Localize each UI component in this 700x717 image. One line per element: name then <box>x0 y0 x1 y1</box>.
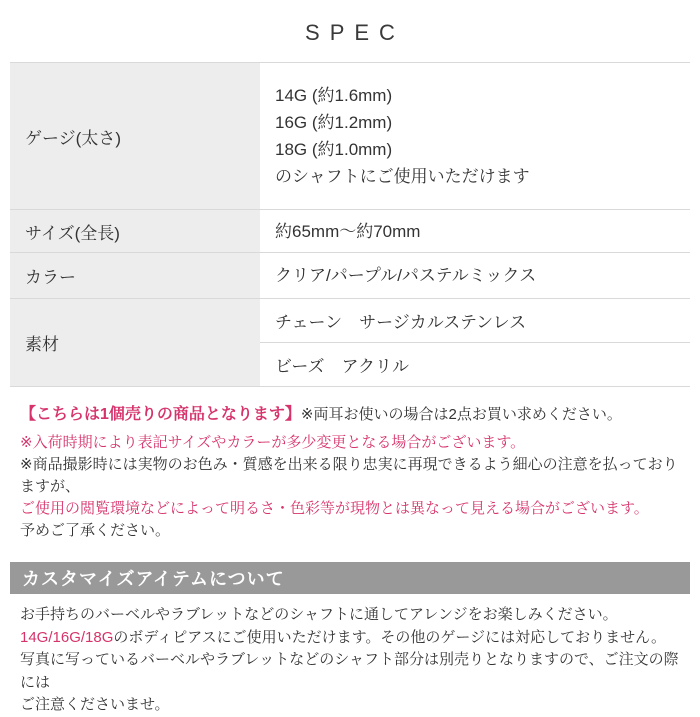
spec-table <box>10 62 690 387</box>
spec-row-color <box>10 253 690 299</box>
notice-single-item-emphasis: 【こちらは1個売りの商品となります】 <box>20 406 301 423</box>
gauge-line-14g: 14G (約1.6mm) <box>275 86 393 105</box>
customize-gauge-highlight: 14G/16G/18G <box>20 628 114 646</box>
notice-line-display-difference: ご使用の閲覧環境などによって明るさ・色彩等が現物とは異なって見える場合がございます。 <box>20 500 649 517</box>
spec-label-size: サイズ(全長) <box>10 210 260 252</box>
notice-line-acknowledge: 予めご了承ください。 <box>20 522 171 539</box>
gauge-line-note: のシャフトにご使用いただけます <box>275 167 530 186</box>
spec-row-size <box>10 210 690 253</box>
customize-section-heading-bar <box>10 562 690 594</box>
spec-value-material <box>260 299 690 386</box>
customize-section-heading: カスタマイズアイテムについて <box>22 569 285 589</box>
spec-label-material: 素材 <box>10 299 260 386</box>
notice-line-single-item <box>20 404 680 426</box>
customize-gauge-rest: のボディピアスにご使用いただけます。その他のゲージには対応しておりません。 <box>113 628 667 646</box>
notice-single-item-rest: ※両耳お使いの場合は2点お買い求めください。 <box>300 406 622 423</box>
notice-line-photo-accuracy: ※商品撮影時には実物のお色み・質感を出来る限り忠実に再現できるよう細心の注意を払っておりますが、 <box>20 456 678 495</box>
spec-row-gauge <box>10 63 690 210</box>
spec-value-color: クリア/パープル/パステルミックス <box>275 266 537 285</box>
gauge-line-18g: 18G (約1.0mm) <box>275 140 393 159</box>
spec-value-size: 約65mm～約70mm <box>275 221 421 241</box>
customize-line-sold-separately: 写真に写っているバーベルやラブレットなどのシャフト部分は別売りとなりますので、ご注文の際には <box>20 651 679 691</box>
customize-line-gauge <box>20 627 680 650</box>
spec-label-gauge: ゲージ(太さ) <box>10 63 260 209</box>
customize-line-arrange: お手持ちのバーベルやラブレットなどのシャフトに通してアレンジをお楽しみください。 <box>20 606 618 623</box>
material-beads: ビーズ アクリル <box>275 357 409 376</box>
spec-row-material <box>10 299 690 387</box>
customize-section-body <box>20 604 680 717</box>
spec-label-color: カラー <box>10 253 260 298</box>
customize-line-caution: ご注意くださいませ。 <box>20 696 170 713</box>
gauge-line-16g: 16G (約1.2mm) <box>275 113 393 132</box>
notice-block <box>20 404 680 542</box>
material-chain: チェーン サージカルステンレス <box>260 299 690 343</box>
page-title: SPEC <box>305 20 405 45</box>
spec-value-gauge <box>260 63 690 209</box>
notice-line-stock-variation: ※入荷時期により表記サイズやカラーが多少変更となる場合がございます。 <box>20 434 526 451</box>
